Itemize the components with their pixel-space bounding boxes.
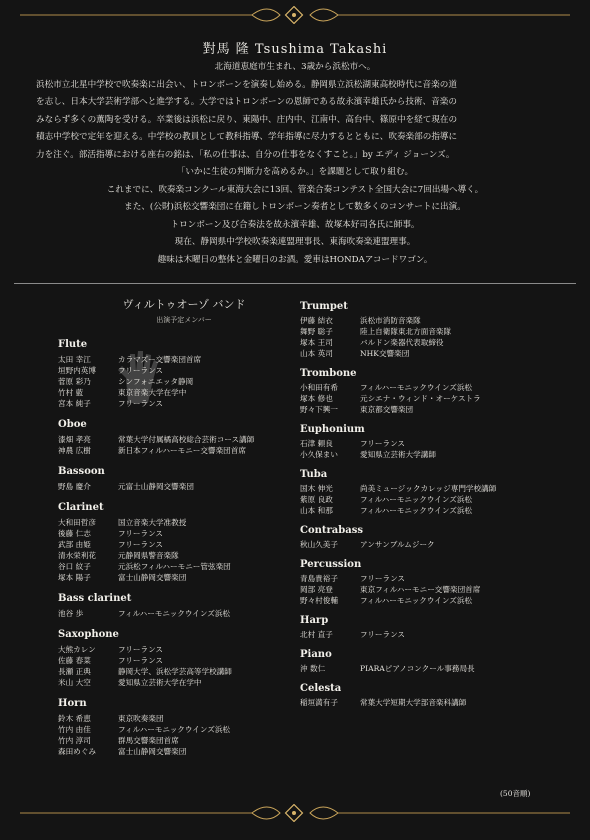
member-affiliation: フィルハーモニックウインズ浜松 <box>118 725 231 734</box>
instrument-section <box>300 615 570 640</box>
member-row <box>300 539 570 550</box>
member-name: 北村 直子 <box>300 630 333 639</box>
member-affiliation: 愛知県立芸術大学講師 <box>360 450 436 459</box>
member-name: 漆畑 孝亮 <box>58 435 91 444</box>
member-affiliation: フィルハーモニックウインズ浜松 <box>118 609 231 618</box>
member-row <box>58 550 290 561</box>
instrument-section <box>58 466 290 492</box>
member-row <box>300 393 570 404</box>
member-name: 秋山久美子 <box>300 540 338 549</box>
member-affiliation: 国立音楽大学准教授 <box>118 518 187 527</box>
member-name: 菅原 彩乃 <box>58 377 91 386</box>
member-affiliation: アンサンブルムジーク <box>360 540 435 549</box>
instrument-section <box>58 698 290 757</box>
section-title: Celesta <box>300 683 342 694</box>
member-affiliation: 元浜松フィルハーモニー管弦楽団 <box>118 562 231 571</box>
member-affiliation: PIARAピアノコンクール事務局長 <box>360 664 475 673</box>
member-name: 小和田有希 <box>300 383 338 392</box>
member-row <box>300 663 570 674</box>
member-row <box>300 494 570 505</box>
member-name: 武部 由姫 <box>58 540 91 549</box>
bio-line: 浜松市立北星中学校で吹奏楽に出会い、トロンボーンを演奏し始める。静岡県立浜松湖東高校時代に音楽の道 <box>36 79 457 90</box>
instrument-section <box>58 502 290 583</box>
member-row <box>58 398 290 409</box>
member-row <box>300 483 570 494</box>
member-affiliation: 群馬交響楽団首席 <box>118 736 179 745</box>
instrument-section <box>300 559 570 606</box>
instrument-section <box>300 683 570 708</box>
member-affiliation: NHK交響楽団 <box>360 349 410 358</box>
bio-line: 趣味は木曜日の整体と金曜日のお酒。愛車はHONDAアコードワゴン。 <box>157 254 433 265</box>
instrument-section <box>58 629 290 688</box>
member-affiliation: 尚美ミュージックカレッジ専門学校講師 <box>360 484 497 493</box>
members-left-column <box>58 292 290 757</box>
member-row <box>300 697 570 708</box>
member-name: 国木 伸光 <box>300 484 333 493</box>
member-affiliation: カラマズー交響楽団首席 <box>118 355 202 364</box>
member-row <box>58 517 290 528</box>
member-name: 山本 和那 <box>300 506 333 515</box>
bio-line: これまでに、吹奏楽コンクール東海大会に13回、管楽合奏コンテスト全国大会に7回出場へ導く。 <box>106 184 484 195</box>
member-row <box>58 376 290 387</box>
bio-line: 「いかに生徒の判断力を高めるか。」を課題として取り組む。 <box>176 167 414 177</box>
section-title: Bass clarinet <box>58 593 132 604</box>
member-name: 青島貴裕子 <box>300 574 338 583</box>
member-row <box>300 348 570 359</box>
member-row <box>58 561 290 572</box>
member-affiliation: フリーランス <box>360 574 406 583</box>
member-affiliation: 新日本フィルハーモニー交響楽団首席 <box>118 446 246 455</box>
section-title: Piano <box>300 649 332 660</box>
section-title: Trumpet <box>300 301 348 312</box>
bio-line: 積志中学校で定年を迎える。中学校の教員として教科指導、学年指導に尽力するとともに、吹奏楽部の指導に <box>36 132 458 142</box>
member-row <box>58 735 290 746</box>
member-affiliation: 東京音楽大学在学中 <box>118 388 187 397</box>
member-name: 塚本 陽子 <box>58 573 91 582</box>
member-row <box>58 608 290 619</box>
member-name: 舞野 聡子 <box>300 327 333 336</box>
member-name: 竹内 由佳 <box>58 725 91 734</box>
instrument-section <box>58 419 290 456</box>
member-name: 神農 広樹 <box>58 446 91 455</box>
member-name: 紫原 良政 <box>300 495 333 504</box>
member-row <box>58 746 290 757</box>
member-row <box>58 724 290 735</box>
member-row <box>300 382 570 393</box>
section-divider <box>14 283 576 284</box>
member-affiliation: 東京吹奏楽団 <box>118 714 164 723</box>
member-name: 長瀬 正典 <box>58 667 91 676</box>
member-name: 野々下興一 <box>300 405 338 414</box>
member-affiliation: フリーランス <box>118 366 164 375</box>
member-name: 竹内 淳司 <box>58 736 91 745</box>
member-name: 山本 英司 <box>300 349 333 358</box>
bio-line: 現在、静岡県中学校吹奏楽連盟理事長、東海吹奏楽連盟理事。 <box>174 237 416 247</box>
member-affiliation: 静岡大学、浜松学芸高等学校講師 <box>118 667 232 676</box>
instrument-section <box>300 424 570 460</box>
member-row <box>58 365 290 376</box>
member-row <box>300 438 570 449</box>
member-affiliation: シンフォニエッタ静岡 <box>118 377 194 386</box>
member-affiliation: フリーランス <box>118 656 164 665</box>
member-row <box>58 481 290 492</box>
member-affiliation: 元富士山静岡交響楽団 <box>118 482 194 491</box>
member-row <box>58 539 290 550</box>
bio-line: トロンボーン及び合奏法を故永濱幸雄、故塚本好司各氏に師事。 <box>170 219 420 230</box>
instrument-section <box>300 469 570 516</box>
instrument-section <box>58 593 290 619</box>
member-name: 塚本 王司 <box>300 338 333 347</box>
member-row <box>300 315 570 326</box>
member-row <box>58 644 290 655</box>
member-name: 沖 数仁 <box>300 664 326 673</box>
member-name: 伊藤 結衣 <box>300 316 333 325</box>
section-title: Flute <box>58 339 88 350</box>
member-row <box>58 655 290 666</box>
member-row <box>58 445 290 456</box>
bio-section <box>36 38 554 269</box>
member-affiliation: 常葉大学短期大学部音楽科講師 <box>360 698 467 707</box>
member-name: 稲垣満有子 <box>300 698 338 707</box>
member-row <box>300 573 570 584</box>
member-row <box>300 629 570 640</box>
member-row <box>58 666 290 677</box>
member-affiliation: フリーランス <box>360 439 406 448</box>
section-title: Contrabass <box>300 525 363 536</box>
member-name: 後藤 仁志 <box>58 529 91 538</box>
order-note: (50音順) <box>500 789 531 798</box>
member-affiliation: バルドン楽器代表取締役 <box>360 338 444 347</box>
member-row <box>58 572 290 583</box>
members-right-column <box>300 292 570 708</box>
member-affiliation: 元シエナ・ウィンド・オーケストラ <box>360 394 481 403</box>
member-affiliation: フリーランス <box>118 399 164 408</box>
member-name: 太田 幸江 <box>58 355 91 364</box>
bio-line: を志し、日本大学芸術学部へと進学する。大学ではトロンボーンの恩師である故永濱幸雄氏から技術、音楽の <box>36 97 457 107</box>
member-affiliation: フリーランス <box>118 529 164 538</box>
member-row <box>300 449 570 460</box>
member-affiliation: 富士山静岡交響楽団 <box>118 573 187 582</box>
member-row <box>58 387 290 398</box>
member-name: 鈴木 希恵 <box>58 714 91 723</box>
ornament-bottom-icon <box>0 804 590 822</box>
section-title: Saxophone <box>58 629 119 640</box>
member-affiliation: 東京都交響楽団 <box>360 405 414 414</box>
member-name: 谷口 紋子 <box>58 562 91 571</box>
member-name: 野々村俊輔 <box>300 596 338 605</box>
member-affiliation: 陸上自衛隊東北方面音楽隊 <box>360 327 452 336</box>
member-name: 佐藤 春菜 <box>58 656 91 665</box>
bio-line: 北海道恵庭市生まれ、3歳から浜松市へ。 <box>214 62 376 72</box>
member-name: 小久保まい <box>300 450 338 459</box>
section-title: Clarinet <box>58 502 104 513</box>
member-name: 岡部 亮登 <box>300 585 333 594</box>
section-title: Euphonium <box>300 424 365 435</box>
member-affiliation: 浜松市消防音楽隊 <box>360 316 421 325</box>
band-name: ヴィルトゥオーゾ バンド <box>122 298 246 311</box>
member-affiliation: フィルハーモニックウインズ浜松 <box>360 383 473 392</box>
member-name: 大熊カレン <box>58 645 96 654</box>
member-affiliation: フリーランス <box>118 645 164 654</box>
instrument-section <box>300 525 570 550</box>
member-name: 竹村 藍 <box>58 388 84 397</box>
member-row <box>300 326 570 337</box>
section-title: Trombone <box>300 368 357 379</box>
member-affiliation: 元静岡県警音楽隊 <box>118 551 179 560</box>
member-row <box>58 434 290 445</box>
ornament-top-icon <box>0 6 590 24</box>
bio-line: 力を注ぐ。部活指導における座右の銘は、「私の仕事は、自分の仕事をなくすこと。」by エディ ジョーンズ。 <box>36 149 455 160</box>
member-name: 池谷 歩 <box>58 609 84 618</box>
section-title: Percussion <box>300 559 362 570</box>
member-name: 石津 頼良 <box>300 439 333 448</box>
member-row <box>300 584 570 595</box>
member-name: 宮本 純子 <box>58 399 91 408</box>
member-row <box>300 337 570 348</box>
member-row <box>300 595 570 606</box>
member-name: 米山 大空 <box>58 678 91 687</box>
member-name: 塚本 修也 <box>300 394 333 403</box>
conductor-name: 對馬 隆 Tsushima Takashi <box>202 42 388 57</box>
section-title: Bassoon <box>58 466 105 477</box>
instrument-section <box>300 649 570 674</box>
bio-line: また、(公財)浜松交響楽団に在籍しトロンボーン奏者として数多くのコンサートに出演。 <box>124 202 466 212</box>
member-row <box>300 404 570 415</box>
member-name: 大和田哲彦 <box>58 518 96 527</box>
member-affiliation: フリーランス <box>118 540 164 549</box>
bio-line: みならず多くの薫陶を受ける。卒業後は浜松に戻り、東陽中、庄内中、江南中、高台中、篠原中を経て現在の <box>36 114 458 125</box>
member-affiliation: フィルハーモニックウインズ浜松 <box>360 506 473 515</box>
member-name: 垣野内英博 <box>58 366 96 375</box>
section-title: Tuba <box>300 469 328 480</box>
member-affiliation: 愛知県立芸術大学在学中 <box>118 678 202 687</box>
member-row <box>300 505 570 516</box>
member-name: 清水栄利花 <box>58 551 96 560</box>
band-subtitle: 出演予定メンバー <box>156 316 212 324</box>
member-affiliation: フィルハーモニックウインズ浜松 <box>360 495 473 504</box>
member-name: 野島 慶介 <box>58 482 91 491</box>
section-title: Horn <box>58 698 87 709</box>
instrument-section <box>58 339 290 409</box>
member-affiliation: フリーランス <box>360 630 406 639</box>
member-affiliation: フィルハーモニックウインズ浜松 <box>360 596 473 605</box>
member-row <box>58 713 290 724</box>
member-row <box>58 677 290 688</box>
member-affiliation: 富士山静岡交響楽団 <box>118 747 187 756</box>
instrument-section <box>300 368 570 415</box>
member-row <box>58 528 290 539</box>
section-title: Harp <box>300 615 329 626</box>
member-affiliation: 東京フィルハーモニー交響楽団首席 <box>360 585 481 594</box>
member-affiliation: 常葉大学付属橘高校総合芸術コース講師 <box>118 435 255 444</box>
section-title: Oboe <box>58 419 87 430</box>
member-row <box>58 354 290 365</box>
instrument-section <box>300 301 570 359</box>
member-name: 森田めぐみ <box>58 747 96 756</box>
